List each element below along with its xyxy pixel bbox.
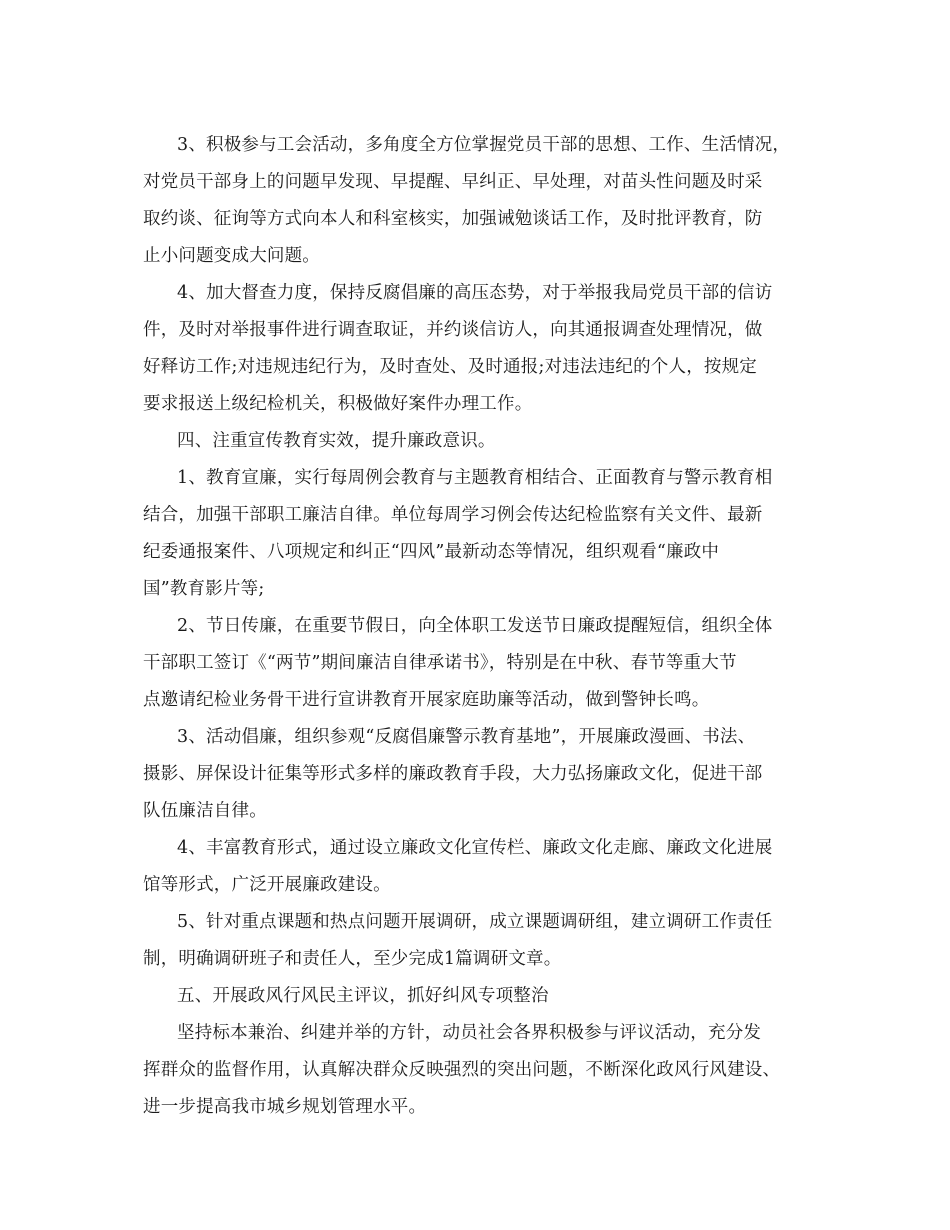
- text-line: 制，明确调研班子和责任人，至少完成1篇调研文章。: [143, 949, 562, 969]
- section-heading: 四、注重宣传教育实效，提升廉政意识。: [177, 431, 496, 451]
- text-line: 好释访工作;对违规违纪行为，及时查处、及时通报;对违法违纪的个人，按规定: [143, 357, 757, 377]
- text-line: 挥群众的监督作用，认真解决群众反映强烈的突出问题，不断深化政风行风建设、: [143, 1060, 781, 1080]
- text-line: 1、教育宣廉，实行每周例会教育与主题教育相结合、正面教育与警示教育相: [177, 468, 773, 488]
- text-line: 4、丰富教育形式，通过设立廉政文化宣传栏、廉政文化走廊、廉政文化进展: [177, 838, 773, 858]
- section-heading: 五、开展政风行风民主评议，抓好纠风专项整治: [177, 986, 549, 1006]
- text-line: 对党员干部身上的问题早发现、早提醒、早纠正、早处理，对苗头性问题及时采: [143, 172, 763, 192]
- text-line: 纪委通报案件、八项规定和纠正“四风”最新动态等情况，组织观看“廉政中: [143, 542, 720, 562]
- text-line: 止小问题变成大问题。: [143, 246, 320, 266]
- text-line: 摄影、屏保设计征集等形式多样的廉政教育手段，大力弘扬廉政文化，促进干部: [143, 764, 763, 784]
- text-line: 5、针对重点课题和热点问题开展调研，成立课题调研组，建立调研工作责任: [177, 912, 773, 932]
- text-line: 馆等形式，广泛开展廉政建设。: [143, 875, 391, 895]
- text-line: 国”教育影片等;: [143, 579, 265, 599]
- text-line: 结合，加强干部职工廉洁自律。单位每周学习例会传达纪检监察有关文件、最新: [143, 505, 763, 525]
- text-line: 进一步提高我市城乡规划管理水平。: [143, 1097, 427, 1117]
- text-line: 干部职工签订《“两节”期间廉洁自律承诺书》，特别是在中秋、春节等重大节: [143, 653, 737, 673]
- text-line: 件，及时对举报事件进行调查取证，并约谈信访人，向其通报调查处理情况，做: [143, 320, 763, 340]
- text-line: 要求报送上级纪检机关，积极做好案件办理工作。: [143, 394, 533, 414]
- text-line: 3、活动倡廉，组织参观“反腐倡廉警示教育基地”，开展廉政漫画、书法、: [177, 727, 756, 747]
- text-line: 坚持标本兼治、纠建并举的方针，动员社会各界积极参与评议活动，充分发: [177, 1023, 762, 1043]
- text-line: 3、积极参与工会活动，多角度全方位掌握党员干部的思想、工作、生活情况，: [177, 135, 791, 155]
- text-line: 2、节日传廉，在重要节假日，向全体职工发送节日廉政提醒短信，组织全体: [177, 616, 773, 636]
- text-line: 队伍廉洁自律。: [143, 801, 267, 821]
- text-line: 取约谈、征询等方式向本人和科室核实，加强诫勉谈话工作，及时批评教育，防: [143, 209, 763, 229]
- text-line: 4、加大督查力度，保持反腐倡廉的高压态势，对于举报我局党员干部的信访: [177, 283, 773, 303]
- text-line: 点邀请纪检业务骨干进行宣讲教育开展家庭助廉等活动，做到警钟长鸣。: [143, 690, 710, 710]
